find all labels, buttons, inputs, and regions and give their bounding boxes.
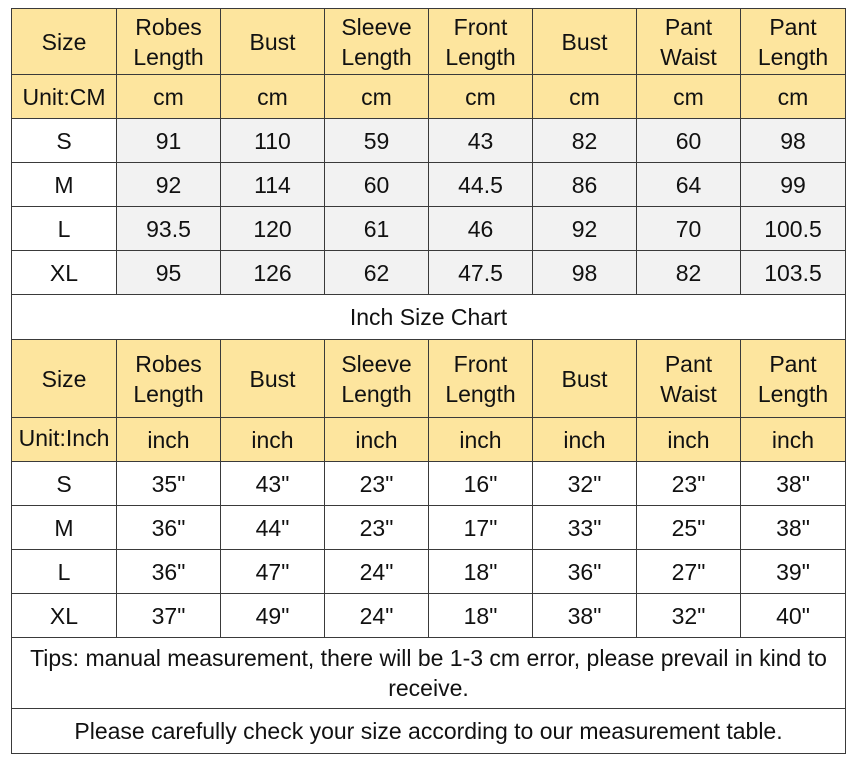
value-cell: 37" [117, 594, 221, 638]
size-cell: M [12, 506, 117, 550]
unit-cell: inch [221, 418, 325, 462]
value-cell: 110 [221, 119, 325, 163]
size-cell: XL [12, 251, 117, 295]
value-cell: 47.5 [429, 251, 533, 295]
size-cell: XL [12, 594, 117, 638]
inch-table-body [12, 340, 846, 638]
value-cell: 114 [221, 163, 325, 207]
unit-cell: inch [741, 418, 846, 462]
size-cell: S [12, 462, 117, 506]
size-chart [11, 8, 845, 754]
column-header: Size [12, 340, 117, 418]
cm-table-body [12, 9, 846, 295]
value-cell: 59 [325, 119, 429, 163]
column-header: Pant Waist [637, 340, 741, 418]
value-cell: 18" [429, 550, 533, 594]
notes-section [12, 638, 846, 754]
value-cell: 70 [637, 207, 741, 251]
value-cell: 16" [429, 462, 533, 506]
value-cell: 32" [533, 462, 637, 506]
value-cell: 60 [325, 163, 429, 207]
value-cell: 46 [429, 207, 533, 251]
table-row [12, 207, 846, 251]
column-header: Size [12, 9, 117, 75]
column-header: Robes Length [117, 9, 221, 75]
column-header: Bust [221, 9, 325, 75]
unit-cell: cm [325, 75, 429, 119]
value-cell: 39" [741, 550, 846, 594]
size-cell: L [12, 207, 117, 251]
value-cell: 38" [741, 506, 846, 550]
column-header: Pant Waist [637, 9, 741, 75]
value-cell: 44.5 [429, 163, 533, 207]
value-cell: 60 [637, 119, 741, 163]
value-cell: 61 [325, 207, 429, 251]
value-cell: 23" [637, 462, 741, 506]
value-cell: 95 [117, 251, 221, 295]
value-cell: 38" [533, 594, 637, 638]
size-chart-table [11, 8, 846, 754]
value-cell: 36" [117, 550, 221, 594]
value-cell: 40" [741, 594, 846, 638]
column-header: Bust [533, 9, 637, 75]
unit-cell [12, 418, 117, 462]
value-cell: 27" [637, 550, 741, 594]
value-cell: 36" [533, 550, 637, 594]
value-cell: 44" [221, 506, 325, 550]
value-cell: 93.5 [117, 207, 221, 251]
value-cell: 47" [221, 550, 325, 594]
value-cell: 62 [325, 251, 429, 295]
unit-cell: cm [533, 75, 637, 119]
column-header: Pant Length [741, 9, 846, 75]
column-header: Front Length [429, 9, 533, 75]
unit-cell: cm [221, 75, 325, 119]
value-cell: 120 [221, 207, 325, 251]
table-row [12, 119, 846, 163]
cm-table-unit-row [12, 75, 846, 119]
value-cell: 86 [533, 163, 637, 207]
size-cell: L [12, 550, 117, 594]
column-header: Robes Length [117, 340, 221, 418]
value-cell: 92 [117, 163, 221, 207]
column-header: Pant Length [741, 340, 846, 418]
value-cell: 35" [117, 462, 221, 506]
inch-table-unit-row [12, 418, 846, 462]
table-row [12, 506, 846, 550]
unit-cell: inch [325, 418, 429, 462]
unit-cell: Unit:CM [12, 75, 117, 119]
value-cell: 24" [325, 550, 429, 594]
value-cell: 17" [429, 506, 533, 550]
value-cell: 43" [221, 462, 325, 506]
value-cell: 64 [637, 163, 741, 207]
value-cell: 91 [117, 119, 221, 163]
value-cell: 82 [533, 119, 637, 163]
unit-cell: cm [429, 75, 533, 119]
unit-cell: cm [637, 75, 741, 119]
value-cell: 25" [637, 506, 741, 550]
table-row [12, 462, 846, 506]
value-cell: 98 [533, 251, 637, 295]
value-cell: 92 [533, 207, 637, 251]
value-cell: 36" [117, 506, 221, 550]
inch-table-header-row [12, 340, 846, 418]
table-row [12, 550, 846, 594]
unit-cell: cm [741, 75, 846, 119]
size-cell: M [12, 163, 117, 207]
value-cell: 23" [325, 506, 429, 550]
value-cell: 24" [325, 594, 429, 638]
tips-note: Tips: manual measurement, there will be 1-3 cm error, please prevail in kind to receive. [12, 638, 846, 709]
value-cell: 32" [637, 594, 741, 638]
column-header: Bust [221, 340, 325, 418]
value-cell: 82 [637, 251, 741, 295]
inch-title-section [12, 295, 846, 340]
check-size-note: Please carefully check your size according to our measurement table. [12, 709, 846, 754]
value-cell: 100.5 [741, 207, 846, 251]
table-row [12, 163, 846, 207]
value-cell: 33" [533, 506, 637, 550]
column-header: Sleeve Length [325, 340, 429, 418]
size-cell: S [12, 119, 117, 163]
value-cell: 38" [741, 462, 846, 506]
cm-table-header-row [12, 9, 846, 75]
value-cell: 99 [741, 163, 846, 207]
unit-cell: inch [637, 418, 741, 462]
value-cell: 98 [741, 119, 846, 163]
unit-cell: cm [117, 75, 221, 119]
column-header: Sleeve Length [325, 9, 429, 75]
value-cell: 43 [429, 119, 533, 163]
value-cell: 18" [429, 594, 533, 638]
unit-label: Unit:Inch [18, 425, 110, 448]
value-cell: 103.5 [741, 251, 846, 295]
unit-cell: inch [429, 418, 533, 462]
value-cell: 49" [221, 594, 325, 638]
table-row [12, 594, 846, 638]
unit-cell: inch [533, 418, 637, 462]
value-cell: 23" [325, 462, 429, 506]
value-cell: 126 [221, 251, 325, 295]
unit-cell: inch [117, 418, 221, 462]
table-row [12, 251, 846, 295]
column-header: Front Length [429, 340, 533, 418]
inch-size-chart-title: Inch Size Chart [12, 295, 846, 340]
column-header: Bust [533, 340, 637, 418]
